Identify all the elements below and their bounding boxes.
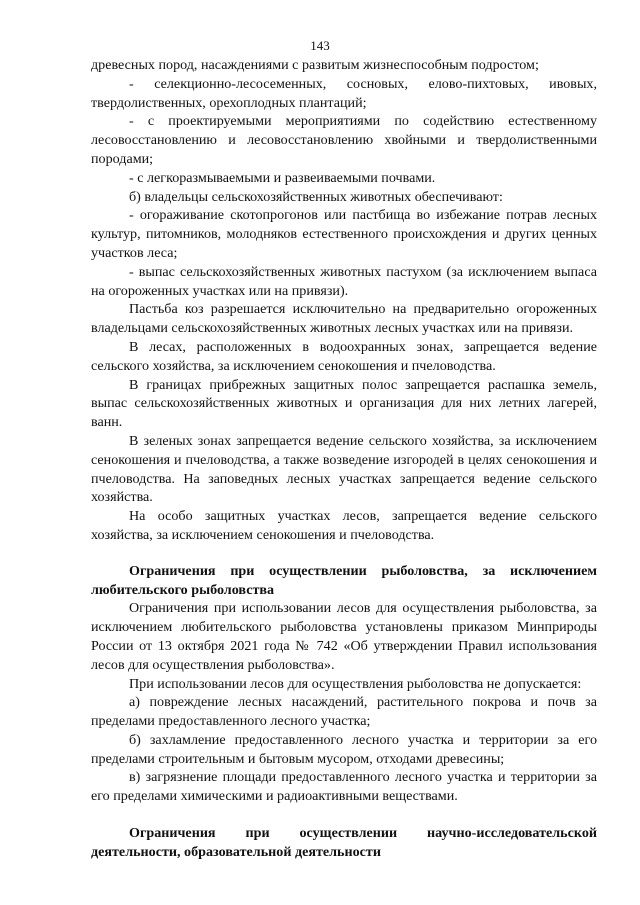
- paragraph: При использовании лесов для осуществления рыболовства не допускается:: [129, 675, 582, 692]
- paragraph: В границах прибрежных защитных полос запрещается распашка земель, выпас сельскохозяйственных животных и организация для них летних лагерей, ванн.: [91, 376, 597, 431]
- list-item: в) загрязнение площади предоставленного лесного участка и территории за его пределами химическими и радиоактивными веществами.: [91, 769, 597, 805]
- page-number: 143: [310, 38, 330, 53]
- section-heading-research: Ограничения при осуществлении научно-исследовательской деятельности, образовательной деятельности: [91, 825, 597, 860]
- document-body: [91, 56, 597, 862]
- list-item: - выпас сельскохозяйственных животных пастухом (за исключением выпаса на огороженных участках или на привязи).: [91, 263, 597, 299]
- paragraph: В лесах, расположенных в водоохранных зонах, запрещается ведение сельского хозяйства, за исключением сенокошения и пчеловодства.: [91, 338, 597, 374]
- paragraph: Ограничения при использовании лесов для осуществления рыболовства, за исключением любительского рыболовства установлены приказом Минприроды России от 13 октября 2021 года № 742 «Об утверждении Правил использования лесов для осуществления рыболовства».: [91, 600, 597, 673]
- paragraph: б) владельцы сельскохозяйственных животных обеспечивают:: [129, 188, 503, 205]
- list-item: - с легкоразмываемыми и развеиваемыми почвами.: [129, 169, 436, 186]
- list-item: - с проектируемыми мероприятиями по содействию естественному лесовосстановлению и лесовосстановлению хвойными и твердолиственными породами;: [91, 113, 597, 167]
- list-item: - селекционно-лесосеменных, сосновых, елово-пихтовых, ивовых, твердолиственных, орехоплодных плантаций;: [91, 75, 597, 111]
- paragraph: Пастьба коз разрешается исключительно на предварительно огороженных владельцами сельскохозяйственных животных лесных участках или на привязи.: [91, 301, 597, 337]
- paragraph: древесных пород, насаждениями с развитым жизнеспособным подростом;: [91, 57, 539, 73]
- spacer: [91, 806, 597, 824]
- section-heading-fishing: Ограничения при осуществлении рыболовства, за исключением любительского рыболовства: [91, 562, 597, 598]
- list-item: б) захламление предоставленного лесного участка и территории за его пределами строительным и бытовым мусором, отходами древесины;: [91, 731, 597, 767]
- list-item: - огораживание скотопрогонов или пастбища во избежание потрав лесных культур, питомников, молодняков естественного происхождения и других ценных участков леса;: [91, 207, 597, 261]
- list-item: а) повреждение лесных насаждений, растительного покрова и почв за пределами предоставленного лесного участка;: [91, 694, 597, 730]
- paragraph: На особо защитных участках лесов, запрещается ведение сельского хозяйства, за исключением сенокошения и пчеловодства.: [91, 508, 597, 543]
- paragraph: В зеленых зонах запрещается ведение сельского хозяйства, за исключением сенокошения и пчеловодства, а также возведение изгородей в целях сенокошения и пчеловодства. На заповедных лесных участках запрещается ведение сельского хозяйства.: [91, 432, 597, 506]
- spacer: [91, 545, 597, 562]
